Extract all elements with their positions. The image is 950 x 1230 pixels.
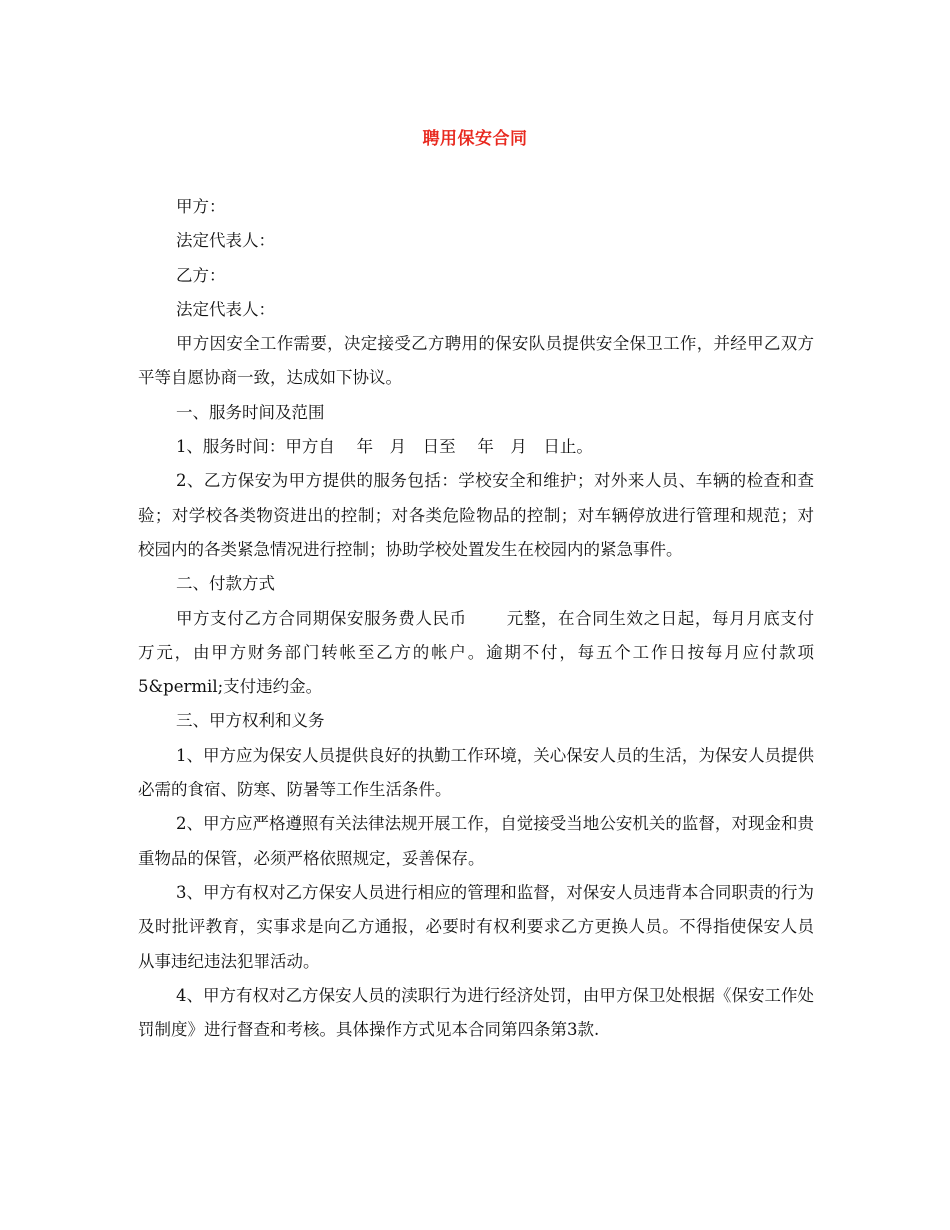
section-heading-2: 二、付款方式 [175, 574, 275, 594]
clause-2-1: 甲方支付乙方合同期保安服务费人民币 元整，在合同生效之日起，每月月底支付 万元，由甲方财务部门转帐至乙方的帐户。逾期不付，每五个工作日按每月应付款项5&permil;支付违约金。 [138, 608, 831, 697]
clause-3-2: 2、甲方应严格遵照有关法律法规开展工作，自觉接受当地公安机关的监督，对现金和贵重物品的保管，必须严格依照规定，妥善保存。 [138, 814, 814, 868]
party-a-line: 甲方： [175, 197, 226, 216]
clause-3-4: 4、甲方有权对乙方保安人员的渎职行为进行经济处罚，由甲方保卫处根据《保安工作处罚制度》进行督查和考核。具体操作方式见本合同第四条第3款. [138, 985, 814, 1040]
party-b-line: 乙方： [175, 265, 226, 285]
clause-3-1: 1、甲方应为保安人员提供良好的执勤工作环境，关心保安人员的生活，为保安人员提供必需的食宿、防寒、防暑等工作生活条件。 [138, 745, 814, 800]
document-body [138, 190, 831, 1047]
document-title: 聘用保安合同 [422, 129, 528, 149]
section-heading-3: 三、甲方权利和义务 [175, 711, 325, 731]
clause-1-2: 2、乙方保安为甲方提供的服务包括：学校安全和维护；对外来人员、车辆的检查和查验；对学校各类物资进出的控制；对各类危险物品的控制；对车辆停放进行管理和规范；对校园内的各类紧急情况进行控制；协助学校处置发生在校园内的紧急事件。 [138, 471, 814, 559]
party-a-representative-line: 法定代表人： [175, 231, 275, 251]
clause-1-1: 1、服务时间：甲方自 年 月 日至 年 月 日止。 [175, 437, 593, 457]
section-heading-1: 一、服务时间及范围 [175, 402, 325, 422]
clause-3-3: 3、甲方有权对乙方保安人员进行相应的管理和监督，对保安人员违背本合同职责的行为及时批评教育，实事求是向乙方通报，必要时有权利要求乙方更换人员。不得指使保安人员从事违纪违法犯罪活动。 [138, 882, 814, 971]
preamble-paragraph: 甲方因安全工作需要，决定接受乙方聘用的保安队员提供安全保卫工作，并经甲乙双方平等自愿协商一致，达成如下协议。 [138, 334, 814, 388]
party-b-representative-line: 法定代表人： [175, 299, 275, 319]
